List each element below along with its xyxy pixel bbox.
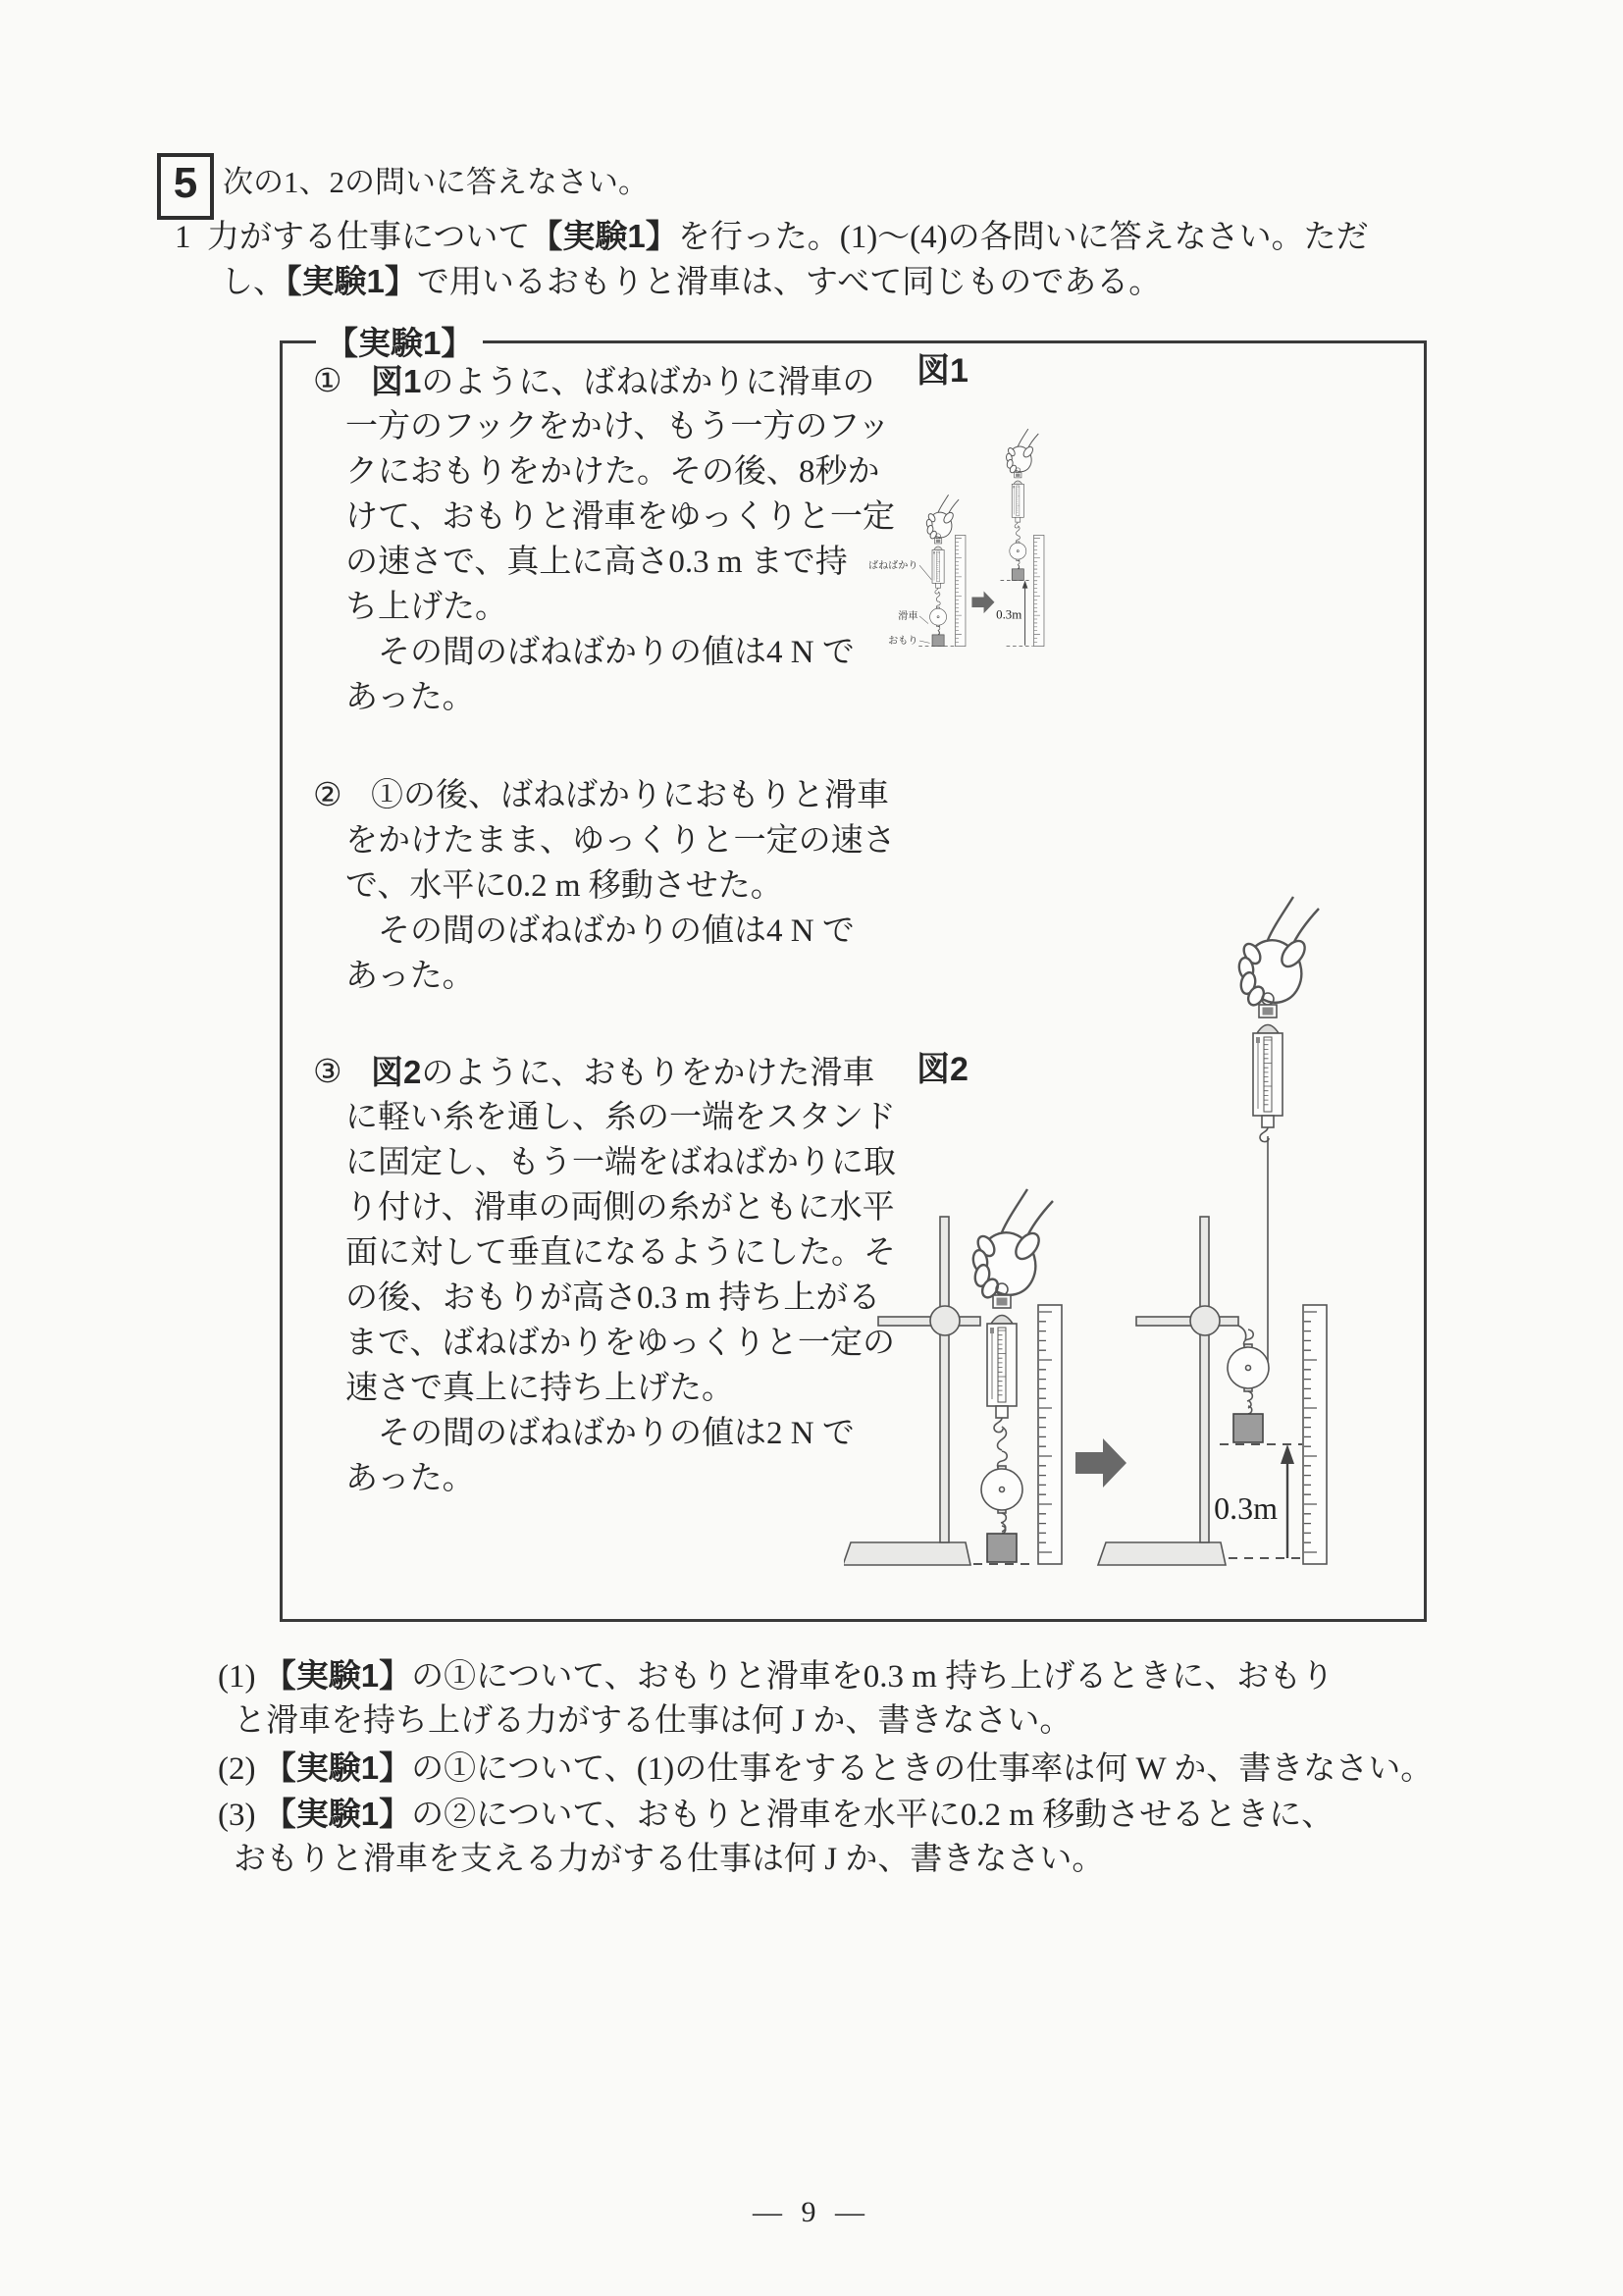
intro-line-1: 1 力がする仕事について【実験1】を行った。(1)～(4)の各問いに答えなさい。ただ (175, 218, 1369, 255)
step-2-marker: ② (313, 778, 342, 813)
hand-icon (926, 495, 959, 540)
step-3-line: その間のばねばかりの値は2 N で (345, 1416, 855, 1451)
step-3-line: 面に対して垂直になるようにした。そ (345, 1235, 896, 1271)
stand-clamp (930, 1306, 960, 1335)
distance-arrowhead (1022, 581, 1028, 589)
step-1-marker: ① (313, 364, 342, 399)
question-1-line: と滑車を持ち上げる力がする仕事は何 J か、書きなさい。 (234, 1703, 1073, 1739)
stand-clamp (1190, 1306, 1220, 1335)
leader-line (919, 565, 931, 580)
stand-base (844, 1542, 970, 1565)
question-number-box (157, 153, 214, 220)
pulley-annotation: 滑車 (898, 611, 918, 623)
ruler-icon (1033, 535, 1044, 646)
leader-line (919, 616, 928, 624)
experiment-step-2 (313, 773, 896, 999)
ruler-icon (1038, 1305, 1062, 1564)
weight-icon (1012, 566, 1023, 581)
ruler-icon (1303, 1305, 1327, 1564)
leader-line (919, 641, 930, 643)
stand-base (1098, 1542, 1226, 1565)
distance-label: 0.3m (996, 606, 1022, 622)
weight-annotation: おもり (888, 636, 918, 648)
stand-hook (1238, 1326, 1246, 1340)
pulley-icon (981, 1451, 1022, 1523)
question-1-line: (1) 【実験1】の①について、おもりと滑車を0.3 m 持ち上げるときに、おもり (218, 1657, 1335, 1695)
question-3-line: (3) 【実験1】の②について、おもりと滑車を水平に0.2 m 移動させるときに、 (218, 1796, 1335, 1833)
step-3-line: あった。 (345, 1461, 475, 1496)
figure-2-diagram (844, 881, 1433, 1629)
step-1-line: ち上げた。 (345, 590, 507, 625)
distance-arrowhead (1281, 1444, 1294, 1464)
step-3-line: に軽い糸を通し、糸の一端をスタンド (345, 1100, 896, 1135)
step-3-line: り付け、滑車の両側の糸がともに水平 (345, 1190, 895, 1226)
step-1-line: けて、おもりと滑車をゆっくりと一定 (345, 499, 896, 535)
experiment-step-1 (313, 359, 896, 720)
weight-icon (932, 632, 944, 647)
spring-scale-icon (987, 1283, 1017, 1433)
pulley-icon (1010, 536, 1026, 565)
question-number: 5 (173, 159, 198, 207)
distance-label: 0.3m (1214, 1490, 1278, 1526)
question-3-line: おもりと滑車を支える力がする仕事は何 J か、書きなさい。 (234, 1842, 1105, 1877)
step-1-line: 一方のフックをかけ、もう一方のフッ (345, 409, 891, 444)
step-1-line: 図1のように、ばねばかりに滑車の (371, 363, 875, 400)
step-3-line: 速さで真上に持ち上げた。 (345, 1371, 734, 1406)
spring-scale-icon (1012, 468, 1023, 528)
spring-scale-icon (1253, 993, 1283, 1142)
pulley-icon (930, 601, 947, 631)
ruler-icon (955, 535, 966, 646)
stand-pole (940, 1217, 949, 1542)
page-heading: 次の1、2の問いに答えなさい。 (223, 165, 649, 199)
experiment-box-title: 【実験1】 (316, 318, 483, 364)
spring-scale-annotation: ばねばかり (867, 560, 918, 572)
spring-scale-icon (932, 534, 944, 594)
figure-1-label: 図1 (916, 352, 969, 390)
figure-1-diagram (854, 289, 1433, 942)
page-number: — 9 — (753, 2196, 870, 2228)
step-3-line: まで、ばねばかりをゆっくりと一定の (345, 1326, 896, 1361)
transition-arrow-icon (1075, 1438, 1126, 1487)
figure-2-label: 図2 (916, 1051, 969, 1088)
step-3-line: に固定し、もう一端をばねばかりに取 (345, 1145, 896, 1180)
step-3-marker: ③ (313, 1055, 342, 1090)
hand-icon (1237, 897, 1319, 1009)
pulley-icon (1228, 1330, 1269, 1401)
intro-line-2: し、【実験1】で用いるおもりと滑車は、すべて同じものである。 (221, 263, 1162, 300)
experiment-step-3 (313, 1050, 896, 1501)
step-3-line: の後、おもりが高さ0.3 m 持ち上がる (345, 1280, 881, 1316)
step-2-line: ①の後、ばねばかりにおもりと滑車 (371, 778, 889, 813)
step-2-line: で、水平に0.2 m 移動させた。 (345, 868, 783, 904)
step-2-line: あった。 (345, 959, 475, 994)
stand-crossbar (878, 1317, 980, 1326)
step-2-line: をかけたまま、ゆっくりと一定の速さ (345, 823, 896, 859)
step-3-line: 図2のように、おもりをかけた滑車 (371, 1054, 875, 1091)
step-1-line: クにおもりをかけた。その後、8秒か (345, 454, 880, 490)
weight-icon (1233, 1406, 1263, 1442)
stand-crossbar (1136, 1317, 1238, 1326)
question-2-line: (2) 【実験1】の①について、(1)の仕事をするときの仕事率は何 W か、書きなさい。 (218, 1749, 1434, 1787)
stand-pole (1200, 1217, 1209, 1542)
step-1-line: あった。 (345, 680, 475, 715)
transition-arrow-icon (971, 591, 994, 613)
step-1-line: その間のばねばかりの値は4 N で (345, 635, 855, 670)
hand-icon (1006, 429, 1038, 474)
hand-icon (971, 1189, 1053, 1301)
step-1-line: の速さで、真上に高さ0.3 m まで持 (345, 545, 848, 580)
step-2-line: その間のばねばかりの値は4 N で (345, 913, 855, 949)
